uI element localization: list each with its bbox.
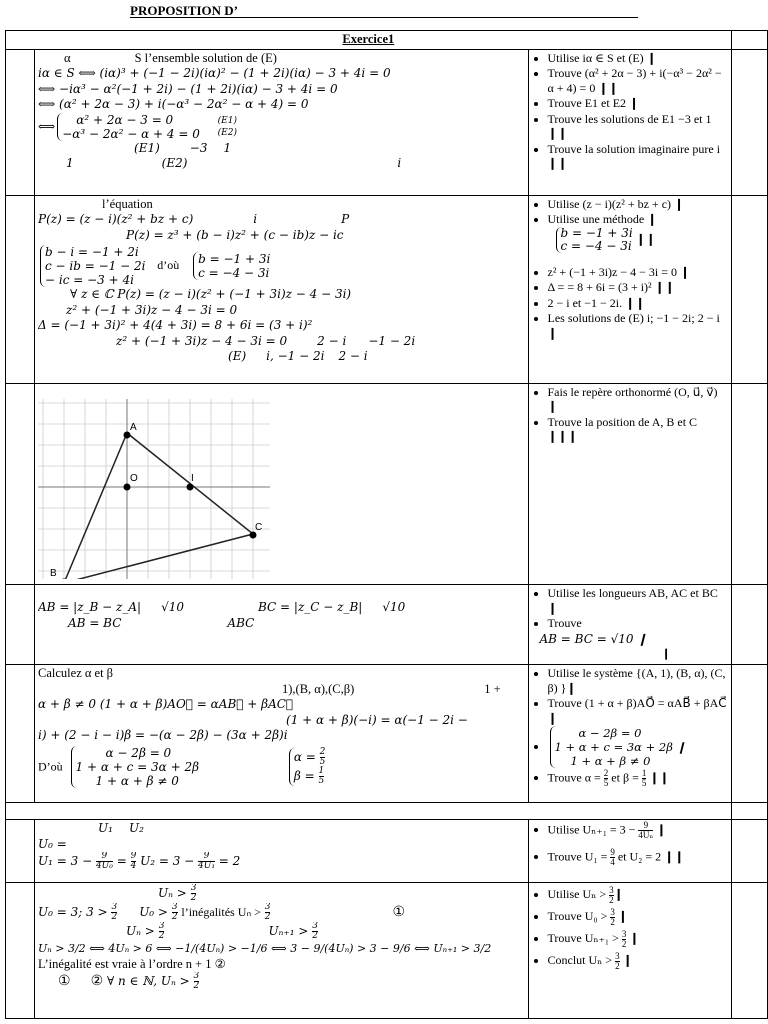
separator-cell — [6, 803, 732, 820]
triangle-figure — [38, 399, 270, 579]
table-row — [6, 383, 768, 585]
points-cell — [731, 195, 767, 383]
answer-cell: α S l’ensemble solution de (E) iα ∈ S ⟺ (iα)³ + (−1 − 2i)(iα)² − (1 + 2i)(iα) − 3 + 4i = 0 ⟺ −iα³ − α²(−1 + 2i) − (1 + 2i)(iα) − 3 + 4i = 0 ⟺ (α² + 2α − 3) + i(−α³ − 2α² − α + 4) = 0 ⟺ α² + 2α − 3 = 0 −α³ − 2α² − α + 4 = 0 (E1) (E2) (E1) −3 1 1 (E2) i — [35, 49, 528, 195]
triangle-abc — [64, 433, 253, 579]
document-title: PROPOSITION D’ — [130, 3, 238, 18]
question-number-cell — [6, 883, 35, 1019]
question-number-cell — [6, 820, 35, 883]
question-number-cell — [6, 195, 35, 383]
barem-cell: • Utilise les longueurs AB, AC et BC ❙ • Trouve AB = BC = √10 ❙ ❙ — [528, 585, 731, 665]
points-cell — [731, 585, 767, 665]
points-cell — [731, 665, 767, 803]
point-o — [124, 483, 131, 490]
point-i — [187, 483, 194, 490]
points-cell — [731, 883, 767, 1019]
points-cell — [731, 383, 767, 585]
table-row — [6, 585, 768, 665]
answer-cell — [35, 383, 528, 585]
barem-cell: • Utilise (z − i)(z² + bz + c) ❙ • Utilise une méthode ❙ b = −1 + 3i c = −4 − 3i ❙❙ • z² + (−1 + 3i)z − 4 − 3i = 0 ❙ • Δ = = 8 + 6i = (3 + i)² ❙❙ • 2 − i et −1 − 2i. ❙❙ • Les solutions de (E) i; −1 − 2i; 2 − i ❙ — [528, 195, 731, 383]
label-c: C — [255, 521, 263, 533]
table-row — [6, 49, 768, 195]
label-b: B — [50, 567, 57, 579]
title-underline — [130, 17, 638, 18]
points-cell — [731, 803, 767, 820]
table-header-row — [6, 31, 768, 50]
barem-cell: • Utilise Uₙ > $\frac{3}{2}$ ❙ • Trouve U₀ > $\frac{3}{2}$ ❙ • Trouve Uₙ₊₁ > $\frac{3}{2}$ ❙ • Conclut Uₙ > $\frac{3}{2}$ ❙ — [528, 883, 731, 1019]
correction-table — [5, 30, 768, 1019]
points-cell — [731, 820, 767, 883]
table-row — [6, 820, 768, 883]
question-number-cell — [6, 49, 35, 195]
grid — [38, 399, 270, 579]
answer-cell: l’équation P(z) = (z − i)(z² + bz + c) i P P(z) = z³ + (b − i)z² + (c − ib)z − ic b − i = −1 + 2i c − ib = −1 − 2i − ic = −3 + 4i d’où b = −1 + 3i c = −4 − 3i ∀ z ∈ ℂ P(z) = (z − i)(z² + (−1 + 3i)z − 4 − 3i) z² + (−1 + 3i)z − 4 − 3i = 0 Δ = (−1 + 3i)² + 4(4 + 3i) = 8 + 6i = (3 + i)² z² + (−1 + 3i)z − 4 − 3i = 0 2 − i −1 − 2i (E) i, −1 − 2i 2 − i — [35, 195, 528, 383]
question-number-cell — [6, 665, 35, 803]
answer-cell: Calculez α et β 1),(B, α),(C,β) 1 + α + β ≠ 0 (1 + α + β)AO⃗ = αAB⃗ + βAC⃗ (1 + α + β)(−i) = α(−1 − 2i − i) + (2 − i − i)β = −(α − 2β) − (3α + 2β)i D’où α − 2β = 0 1 + α + c = 3α + 2β 1 + α + β ≠ 0 α = $\frac{2}{5}$ β = $\frac{1}{5}$ — [35, 665, 528, 803]
barem-cell: • Utilise iα ∈ S et (E) ❙ • Trouve (α² + 2α − 3) + i(−α³ − 2α² − α + 4) = 0 ❙❙ • Trouve E1 et E2 ❙ • Trouve les solutions de E1 −3 et 1 ❙❙ • Trouve la solution imaginaire pure i ❙❙ — [528, 49, 731, 195]
question-number-cell — [6, 383, 35, 585]
barem-cell: • Utilise le système {(A, 1), (B, α), (C, β) }❙ • Trouve (1 + α + β)AO⃗ = αAB⃗ + βAC⃗ ❙ • α − 2β = 0 1 + α + c = 3α + 2β ❙ 1 + α + β ≠ 0 • Trouve α = $\frac{2}{5}$ et β = $\frac{1}{5}$ ❙❙ — [528, 665, 731, 803]
barem-cell: • Utilise Uₙ₊₁ = 3 − $\frac{9}{\text{4Uₙ}}$ ❙ • Trouve U₁ = $\frac{9}{4}$ et U₂ = 2 ❙❙ — [528, 820, 731, 883]
table-row — [6, 665, 768, 803]
answer-cell: Uₙ > $\frac{3}{2}$ U₀ = 3; 3 > $\frac{3}{2}$ U₀ > $\frac{3}{2}$ l’inégalités Uₙ > $\frac{3}{2}$ ① Uₙ > $\frac{3}{2}$ Uₙ₊₁ > $\frac{3}{2}$ Uₙ > 3/2 ⟺ 4Uₙ > 6 ⟺ −1/(4Uₙ) > −1/6 ⟺ 3 − 9/(4Uₙ) > 3 − 9/6 ⟺ Uₙ₊₁ > 3/2 L’inégalité est vraie à l’ordre n + 1 ② ① ② ∀ n ∈ ℕ, Uₙ > $\frac{3}{2}$ — [35, 883, 528, 1019]
table-row — [6, 195, 768, 383]
barem-cell: • Fais le repère orthonormé (O, u⃗, v⃗) ❙ • Trouve la position de A, B et C ❙❙❙ — [528, 383, 731, 585]
points-cell — [731, 31, 767, 50]
label-a: A — [130, 421, 137, 433]
exercise-title: Exercice1 — [6, 31, 732, 50]
answer-cell: U₁ U₂ U₀ = U₁ = 3 − $\frac{9}{\text{4U₀}}$ = $\frac{9}{4}$ U₂ = 3 − $\frac{9}{\text{4U₁}}$ = 2 — [35, 820, 528, 883]
question-number-cell — [6, 585, 35, 665]
answer-cell: AB = |z_B − z_A| √10 BC = |z_C − z_B| √10 AB = BC ABC — [35, 585, 528, 665]
label-o: O — [130, 472, 138, 484]
table-row — [6, 883, 768, 1019]
separator-row — [6, 803, 768, 820]
points-cell — [731, 49, 767, 195]
label-i: I — [191, 472, 194, 484]
